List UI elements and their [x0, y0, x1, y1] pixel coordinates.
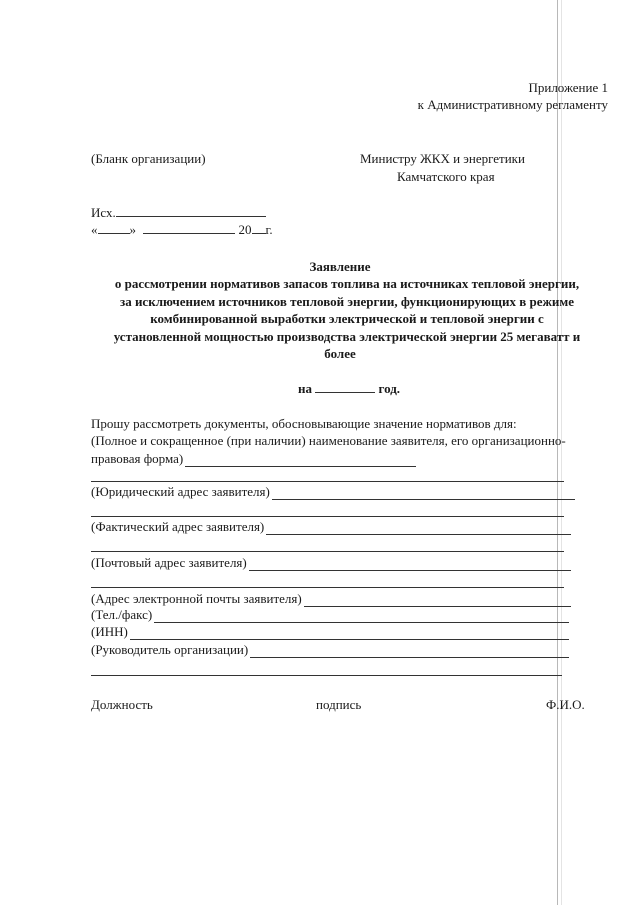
head-field[interactable] — [91, 642, 569, 658]
scan-artifact-line — [561, 0, 562, 905]
blank-line[interactable] — [91, 675, 562, 676]
outgoing-number-field[interactable] — [116, 206, 266, 217]
field-underline — [249, 558, 571, 571]
phone-label: (Тел./факс) — [91, 607, 153, 622]
head-label: (Руководитель организации) — [91, 642, 249, 657]
field-underline — [130, 627, 569, 640]
legal-address-field[interactable] — [91, 484, 575, 500]
inn-field[interactable] — [91, 624, 569, 640]
quote-open: « — [91, 222, 98, 237]
outgoing-date — [91, 222, 273, 238]
title-line5: более — [324, 346, 356, 361]
field-underline — [304, 594, 571, 607]
actual-address-field[interactable] — [91, 519, 571, 535]
day-field[interactable] — [98, 223, 130, 234]
outgoing-label: Исх. — [91, 205, 116, 220]
document-heading: Заявление — [309, 259, 371, 274]
blank-line[interactable] — [91, 551, 564, 552]
field-underline — [250, 645, 569, 658]
month-field[interactable] — [143, 223, 235, 234]
year-prefix: 20 — [238, 222, 252, 237]
title-year-field[interactable] — [315, 382, 375, 393]
year-field[interactable] — [252, 223, 266, 234]
outgoing-number — [91, 205, 266, 221]
title-line1: о рассмотрении нормативов запасов топлива на источниках тепловой энергии, — [114, 276, 580, 291]
email-field[interactable] — [91, 591, 571, 607]
organization-blank: (Бланк организации) — [91, 151, 206, 166]
field-underline — [185, 454, 416, 467]
year-suffix: г. — [265, 222, 273, 237]
actual-address-label: (Фактический адрес заявителя) — [91, 519, 265, 534]
signature-fio: Ф.И.О. — [546, 697, 585, 712]
applicant-name-field[interactable] — [91, 451, 416, 467]
signature-sign: подпись — [316, 697, 362, 712]
quote-close: » — [129, 222, 136, 237]
phone-field[interactable] — [91, 607, 569, 623]
postal-address-field[interactable] — [91, 555, 571, 571]
appendix-number: Приложение 1 — [528, 80, 608, 95]
blank-line[interactable] — [91, 481, 564, 482]
legal-address-label: (Юридический адрес заявителя) — [91, 484, 270, 499]
addressee-line1: Министру ЖКХ и энергетики — [360, 151, 525, 166]
appendix-reference: к Административному регламенту — [417, 97, 608, 112]
signature-position: Должность — [91, 697, 153, 712]
field-underline — [266, 522, 571, 535]
title-year — [298, 381, 400, 397]
legal-form-label: правовая форма) — [91, 451, 184, 466]
inn-label: (ИНН) — [91, 624, 128, 639]
email-label: (Адрес электронной почты заявителя) — [91, 591, 302, 606]
title-line3: комбинированной выработки электрической и тепловой энергии с — [150, 311, 544, 326]
title-line2: за исключением источников тепловой энергии, функционирующих в режиме — [119, 294, 575, 309]
blank-line[interactable] — [91, 587, 564, 588]
postal-address-label: (Почтовый адрес заявителя) — [91, 555, 247, 570]
scan-artifact-line — [557, 0, 558, 905]
year-suffix-label: год. — [378, 381, 401, 396]
blank-line[interactable] — [91, 516, 564, 517]
year-label: на — [298, 381, 312, 396]
title-line4: установленной мощностью производства электрической энергии 25 мегаватт и — [113, 329, 581, 344]
applicant-name-label: (Полное и сокращенное (при наличии) наименование заявителя, его организационно- — [91, 433, 566, 448]
addressee-line2: Камчатского края — [397, 169, 495, 184]
field-underline — [154, 610, 569, 623]
request-text: Прошу рассмотреть документы, обосновывающие значение нормативов для: — [91, 416, 517, 431]
field-underline — [272, 487, 575, 500]
